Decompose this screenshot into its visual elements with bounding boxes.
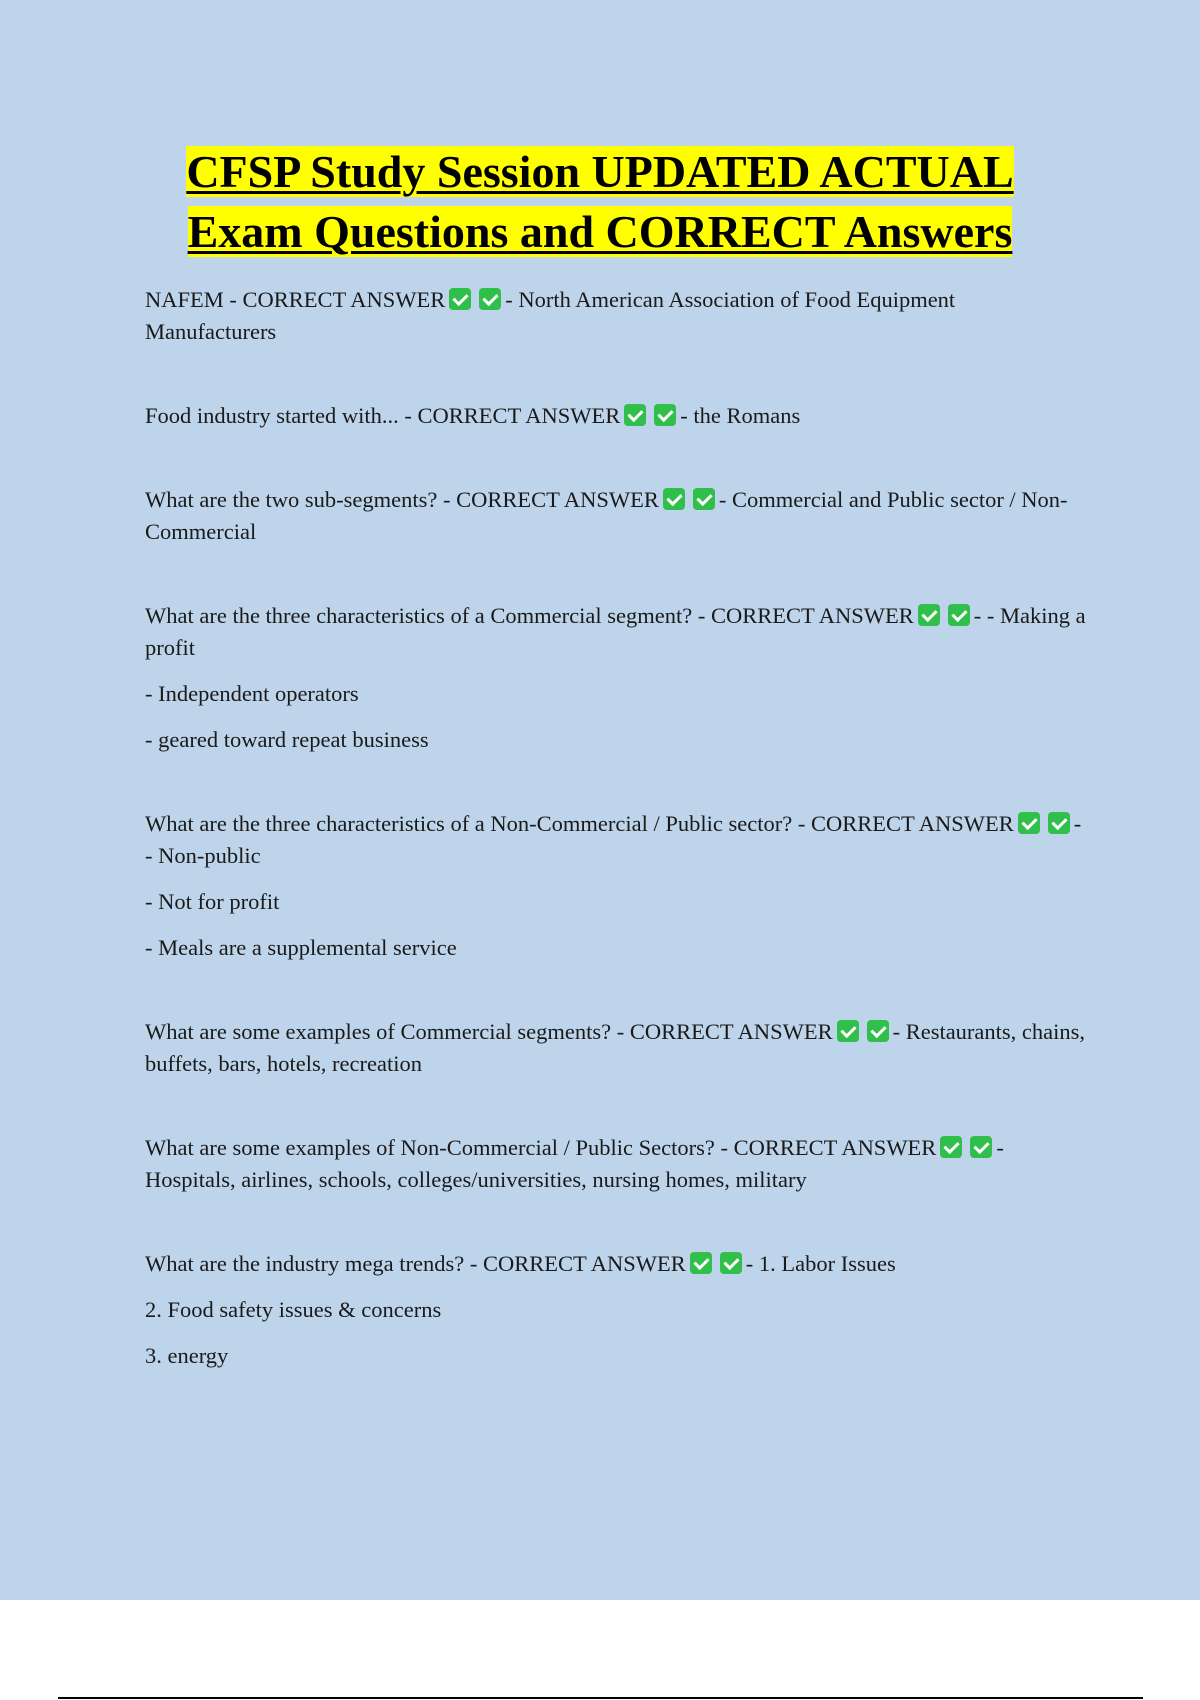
check-mark-icon — [663, 488, 685, 510]
question-text: Food industry started with... — [145, 403, 399, 428]
qa-main-line — [145, 284, 1090, 348]
qa-entry — [145, 400, 1090, 432]
qa-main-line — [145, 1132, 1090, 1196]
qa-entry — [145, 1016, 1090, 1080]
answer-continuation-line: - geared toward repeat business — [145, 727, 429, 752]
title-line-2: Exam Questions and CORRECT Answers — [187, 206, 1013, 257]
check-mark-icon — [720, 1252, 742, 1274]
check-mark-icon — [479, 288, 501, 310]
check-mark-icon — [948, 604, 970, 626]
question-text: What are the three characteristics of a Non-Commercial / Public sector? — [145, 811, 793, 836]
check-mark-icon — [970, 1136, 992, 1158]
check-mark-icon — [1018, 812, 1040, 834]
answer-continuation-line: - Independent operators — [145, 681, 359, 706]
check-mark-icon — [449, 288, 471, 310]
qa-main-line — [145, 1248, 1090, 1280]
correct-answer-marker: - CORRECT ANSWER — [229, 287, 446, 312]
qa-list — [145, 284, 1090, 1424]
check-mark-icon — [693, 488, 715, 510]
check-mark-icon — [867, 1020, 889, 1042]
title-line-1: CFSP Study Session UPDATED ACTUAL — [186, 146, 1014, 197]
answer-text: - Commercial and Public sector / Non-Commercial — [145, 487, 1068, 544]
check-mark-icon — [940, 1136, 962, 1158]
correct-answer-marker: - CORRECT ANSWER — [616, 1019, 833, 1044]
check-mark-icon — [690, 1252, 712, 1274]
check-mark-icon — [654, 404, 676, 426]
check-mark-icon — [1048, 812, 1070, 834]
qa-entry — [145, 1132, 1090, 1196]
question-text: What are the two sub-segments? — [145, 487, 438, 512]
check-mark-icon — [624, 404, 646, 426]
answer-continuation-line: 3. energy — [145, 1343, 229, 1368]
correct-answer-marker: - CORRECT ANSWER — [469, 1251, 686, 1276]
correct-answer-marker: - CORRECT ANSWER — [404, 403, 621, 428]
document-title — [0, 142, 1200, 262]
answer-text: - the Romans — [680, 403, 801, 428]
qa-entry — [145, 1248, 1090, 1372]
question-text: What are the three characteristics of a Commercial segment? — [145, 603, 693, 628]
qa-main-line — [145, 600, 1090, 664]
question-text: What are the industry mega trends? — [145, 1251, 465, 1276]
answer-text: - Restaurants, chains, buffets, bars, hotels, recreation — [145, 1019, 1086, 1076]
qa-main-line — [145, 400, 1090, 432]
answer-continuation-line: - Not for profit — [145, 889, 280, 914]
qa-entry — [145, 600, 1090, 756]
answer-text: - Hospitals, airlines, schools, colleges/universities, nursing homes, military — [145, 1135, 1004, 1192]
question-text: What are some examples of Commercial segments? — [145, 1019, 612, 1044]
answer-text: - - Making a profit — [145, 603, 1086, 660]
qa-entry — [145, 484, 1090, 548]
qa-main-line — [145, 808, 1090, 872]
answer-text: - North American Association of Food Equipment Manufacturers — [145, 287, 956, 344]
qa-main-line — [145, 1016, 1090, 1080]
answer-continuation-line: - Meals are a supplemental service — [145, 935, 457, 960]
correct-answer-marker: - CORRECT ANSWER — [697, 603, 914, 628]
answer-text: - - Non-public — [145, 811, 1082, 868]
check-mark-icon — [837, 1020, 859, 1042]
question-text: NAFEM — [145, 287, 224, 312]
footer-divider — [58, 1697, 1143, 1699]
correct-answer-marker: - CORRECT ANSWER — [797, 811, 1014, 836]
qa-entry — [145, 284, 1090, 348]
correct-answer-marker: - CORRECT ANSWER — [720, 1135, 937, 1160]
answer-continuation-line: 2. Food safety issues & concerns — [145, 1297, 442, 1322]
check-mark-icon — [918, 604, 940, 626]
qa-main-line — [145, 484, 1090, 548]
correct-answer-marker: - CORRECT ANSWER — [443, 487, 659, 512]
qa-entry — [145, 808, 1090, 964]
answer-text: - 1. Labor Issues — [745, 1251, 896, 1276]
question-text: What are some examples of Non-Commercial / Public Sectors? — [145, 1135, 715, 1160]
